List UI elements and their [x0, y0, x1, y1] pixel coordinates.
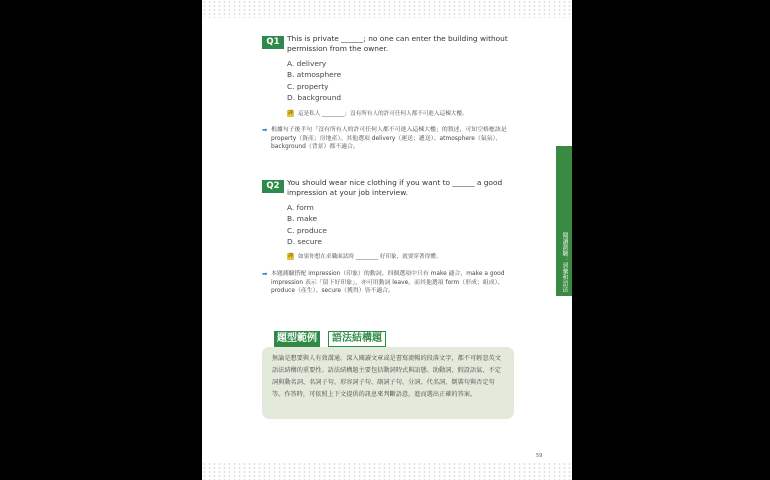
- q2-explanation: [262, 270, 517, 296]
- q1-explanation: [262, 126, 517, 152]
- book-page: [202, 0, 572, 480]
- top-dot-border: [202, 0, 572, 18]
- q2-option-a: A. form: [287, 203, 314, 212]
- q1-explanation-text: 根據句子後半句「沒有所有人的許可任何人都不可進入這棟大樓」的敘述，可知空格應該是 property（資產；房地產）。其他選項 delivery（運送；遞送）、atmosphere（氣氛）、background（背景）都不適合。: [271, 127, 507, 151]
- q1-option-d: D. background: [287, 92, 342, 102]
- q1-question-text: This is private ______; no one can enter the building without permission from the owner.: [287, 34, 508, 53]
- q2-option-b: B. make: [287, 214, 318, 224]
- q2-translation: [287, 252, 441, 260]
- q2-question-text: You should wear nice clothing if you want to ______ a good impression at your job interview.: [287, 178, 503, 197]
- section-intro-text: 無論是想要與人有效溝通、深入閱讀文章或是書寫流暢的段落文字，都不可輕忽英文語法結構的重要性。語法結構題主要包括動詞時式與語態、助動詞、假設語氣、不定詞與動名詞、名詞子句、形容詞子句、副詞子句、分詞、代名詞、倒裝句與否定句等。作答時，可依照上下文提供的訊息來判斷語意，進而選出正確的答案。: [272, 355, 501, 399]
- q1-badge: Q1: [262, 36, 284, 49]
- q2-options: [287, 202, 327, 247]
- q2-option-d: D. secure: [287, 236, 322, 246]
- section-label-example: 題型範例: [274, 331, 320, 347]
- bottom-dot-border: [202, 462, 572, 480]
- q2-translation-text: 如果你想在求職面試時 ________ 好印象，就要穿著得體。: [298, 254, 442, 260]
- q1-option-a: A. delivery: [287, 59, 327, 68]
- q2-badge: Q2: [262, 180, 284, 193]
- q1-option-b: B. atmosphere: [287, 70, 342, 80]
- q1-options: [287, 58, 341, 103]
- side-tab-label: 閱讀測驗：詞彙和語法: [561, 232, 568, 292]
- chapter-side-tab: [556, 146, 572, 296]
- page-number: 59: [536, 453, 543, 459]
- translation-icon: 譯: [287, 253, 293, 259]
- section-intro-box: [262, 347, 514, 419]
- section-label-grammar: 語法結構題: [328, 331, 386, 347]
- q1-translation: [287, 109, 468, 117]
- arrow-right-icon: ➡: [262, 270, 268, 278]
- q2-explanation-text: 本題測驗搭配 impression（印象）的動詞。四個選項中只有 make 適合，make a good impression 表示「留下好印象」，亦可用動詞 leave。而其他選項 form（形成；組成）、produce（產生）、secure（獲得）皆不適合。: [271, 271, 505, 295]
- q1-translation-text: 這是私人 ________；沒有所有人的許可任何人都不可進入這棟大樓。: [298, 111, 468, 117]
- q2-option-c: C. produce: [287, 225, 327, 235]
- translation-icon: 譯: [287, 110, 293, 116]
- q1-option-c: C. property: [287, 81, 329, 91]
- arrow-right-icon: ➡: [262, 126, 268, 134]
